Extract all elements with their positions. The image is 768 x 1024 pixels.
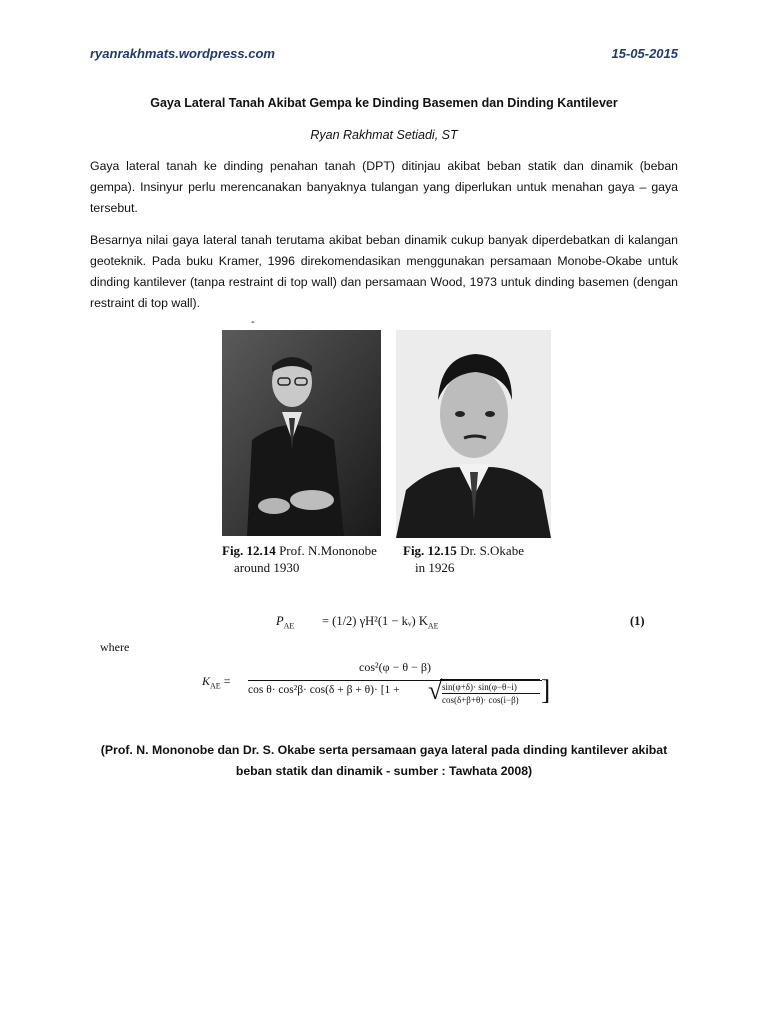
- sqrt-denominator: cos(δ+β+θ)· cos(i−β): [442, 695, 519, 705]
- close-bracket: ]: [541, 675, 551, 706]
- page-header: [90, 46, 678, 66]
- figure-caption-okabe: [403, 542, 524, 576]
- figure-label: Fig. 12.14: [222, 543, 276, 558]
- article-title: Gaya Lateral Tanah Akibat Gempa ke Dinding Basemen dan Dinding Kantilever: [150, 96, 618, 110]
- paragraph-intro: Gaya lateral tanah ke dinding penahan tanah (DPT) ditinjau akibat beban statik dan dinamik (beban gempa). Insinyur perlu merencanakan banyaknya tulangan yang diperlukan untuk menahan gaya – gaya tersebut.: [90, 159, 678, 215]
- figure-source-caption: (Prof. N. Mononobe dan Dr. S. Okabe serta persamaan gaya lateral pada dinding kantilever akibat beban statik dan dinamik - sumber : Tawhata 2008): [100, 743, 668, 778]
- equation-rhs: = (1/2) γH²(1 − kᵥ) $K_{AE}$: [322, 614, 439, 631]
- paragraph-methods: Besarnya nilai gaya lateral tanah terutama akibat beban dinamik cukup banyak diperdebatkan di kalangan geoteknik. Pada buku Kramer, 1996 direkomendasikan menggunakan persamaan Monobe-Okabe untuk dinding kantilever (tanpa restraint di top wall) dan persamaan Wood, 1973 untuk dinding basemen (dengan restraint di top wall).: [90, 233, 678, 310]
- kae-lhs: $K_{AE}$ =: [202, 674, 231, 691]
- figure-text: Prof. N.Mononobe: [275, 543, 377, 558]
- sqrt-numerator: sin(φ+δ)· sin(φ−θ−i): [442, 682, 517, 692]
- figure-text-line2: in 1926: [415, 560, 455, 575]
- equation-kae: [202, 658, 551, 714]
- equation-number: (1): [630, 614, 645, 628]
- figure-caption-mononobe: [222, 542, 377, 576]
- figure-text: Dr. S.Okabe: [456, 543, 524, 558]
- photo-mononobe: [222, 330, 381, 536]
- photo-okabe: [396, 330, 551, 538]
- kae-numerator: cos²(φ − θ − β): [359, 660, 431, 674]
- where-label: where: [100, 640, 130, 654]
- site-url: ryanrakhmats.wordpress.com: [90, 46, 275, 61]
- header-date: 15-05-2015: [611, 46, 678, 61]
- portrait-seated-man-image: [222, 330, 381, 536]
- radical-vinculum: [440, 679, 540, 680]
- stray-mark: -: [251, 316, 255, 328]
- equation-lhs: $P_{AE}$: [276, 614, 295, 631]
- portrait-man-image: [396, 330, 551, 538]
- sqrt-fraction-bar: [442, 693, 540, 694]
- figure-text-line2: around 1930: [234, 560, 300, 575]
- article-author: Ryan Rakhmat Setiadi, ST: [310, 128, 458, 142]
- radical-sign: √: [428, 676, 443, 705]
- figure-label: Fig. 12.15: [403, 543, 457, 558]
- kae-denominator: cos θ· cos²β· cos(δ + β + θ)· [1 +: [248, 684, 400, 696]
- sqrt-term: [428, 675, 551, 712]
